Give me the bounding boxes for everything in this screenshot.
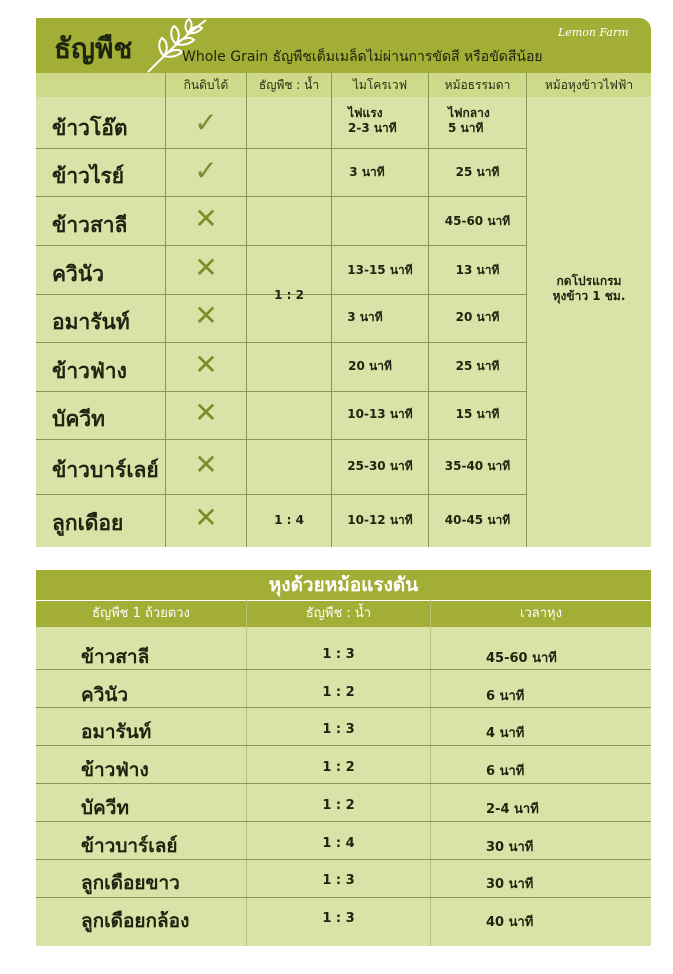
cross-icon: ✕ <box>194 251 218 284</box>
table-row <box>36 392 651 439</box>
grain-name: ข้าวบาร์เลย์ <box>81 835 178 857</box>
ratio-cell: 1 : 4 <box>322 836 355 851</box>
check-icon: ✓ <box>194 154 218 187</box>
microwave-time: 25-30 นาที <box>347 459 413 473</box>
table-row <box>36 495 651 547</box>
grain-name: ข้าวสาลี <box>81 646 150 668</box>
pot-time: 25 นาที <box>455 359 500 373</box>
grain-name: ข้าวโอ๊ต <box>52 116 128 140</box>
cook-time: 6 นาที <box>486 764 525 779</box>
pressure-cooker-table <box>36 570 651 946</box>
microwave-time: 3 นาที <box>347 310 383 324</box>
pot-time: ไฟกลาง 5 นาที <box>448 106 490 135</box>
cross-icon: ✕ <box>194 448 218 481</box>
section-title: หุงด้วยหม้อแรงดัน <box>36 570 651 600</box>
grain-name: บัควีท <box>52 407 106 431</box>
cross-icon: ✕ <box>194 299 218 332</box>
cross-icon: ✕ <box>194 202 218 235</box>
table-column-headers <box>36 73 651 97</box>
table-row <box>36 343 651 391</box>
table-row <box>36 149 651 196</box>
cook-time: 40 นาที <box>486 915 534 930</box>
grid-line <box>430 600 431 946</box>
grain-name: อมารันท์ <box>52 310 130 334</box>
table-header-band <box>36 18 651 73</box>
brand-logo: Lemon Farm <box>558 26 629 39</box>
col-header-microwave: ไมโครเวฟ <box>352 78 408 92</box>
cross-icon: ✕ <box>194 501 218 534</box>
cook-time: 6 นาที <box>486 689 525 704</box>
pot-time: 20 นาที <box>455 310 500 324</box>
table-row <box>36 440 651 494</box>
grain-name: ข้าวสาลี <box>52 213 128 237</box>
ratio-cell: 1 : 2 <box>322 685 355 700</box>
microwave-time: 10-13 นาที <box>347 407 413 421</box>
rice-cooker-note: กดโปรแกรม หุงข้าว 1 ชม. <box>552 274 626 303</box>
col-header-grain: ธัญพืช 1 ถ้วยตวง <box>92 606 190 621</box>
microwave-time: 10-12 นาที <box>347 513 413 527</box>
col-header-time: เวลาหุง <box>520 606 562 621</box>
pot-time: 40-45 นาที <box>444 513 511 527</box>
pot-time: 45-60 นาที <box>444 214 511 228</box>
ratio-cell: 1 : 3 <box>322 647 355 662</box>
cook-time: 30 นาที <box>486 840 534 855</box>
cross-icon: ✕ <box>194 396 218 429</box>
page-title: ธัญพืช <box>54 32 133 65</box>
ratio-cell: 1 : 3 <box>322 911 355 926</box>
pot-time: 13 นาที <box>455 263 500 277</box>
ratio-cell: 1 : 2 <box>322 760 355 775</box>
col-header-pot: หม้อธรรมดา <box>444 78 511 92</box>
ratio-cell: 1 : 3 <box>322 722 355 737</box>
grain-name: อมารันท์ <box>81 721 152 743</box>
grain-name: ข้าวบาร์เลย์ <box>52 458 159 482</box>
grain-name: ข้าวฟ่าง <box>81 759 149 781</box>
col-header-ratio: ธัญพืช : น้ำ <box>258 78 320 92</box>
pot-time: 35-40 นาที <box>444 459 511 473</box>
grain-cooking-table <box>36 18 651 547</box>
cook-time: 30 นาที <box>486 877 534 892</box>
table-row <box>36 98 651 148</box>
microwave-time: 3 นาที <box>349 165 385 179</box>
grid-line <box>36 707 651 708</box>
grain-name: ควินัว <box>52 262 104 286</box>
page-subtitle: Whole Grain ธัญพืชเต็มเมล็ดไม่ผ่านการขัดสี หรือขัดสีน้อย <box>182 49 543 65</box>
grain-name: ข้าวฟ่าง <box>52 359 127 383</box>
ratio-cell-merged: 1 : 2 <box>274 288 304 302</box>
grain-name: ควินัว <box>81 684 129 706</box>
grain-name: ลูกเดือยกล้อง <box>81 910 190 932</box>
microwave-time: 13-15 นาที <box>347 263 413 277</box>
col-header-raw: กินดิบได้ <box>183 78 229 92</box>
pot-time: 15 นาที <box>455 407 500 421</box>
grain-name: ลูกเดือย <box>52 511 124 535</box>
grain-name: ข้าวไรย์ <box>52 164 125 188</box>
ratio-cell: 1 : 3 <box>322 873 355 888</box>
table-column-headers <box>36 600 651 627</box>
col-header-ratio: ธัญพืช : น้ำ <box>305 606 372 621</box>
pot-time: 25 นาที <box>455 165 500 179</box>
cook-time: 45-60 นาที <box>486 651 557 666</box>
grain-name: บัควีท <box>81 797 129 819</box>
cook-time: 2-4 นาที <box>486 802 539 817</box>
ratio-cell: 1 : 4 <box>274 513 304 527</box>
check-icon: ✓ <box>194 106 218 139</box>
table-row <box>36 197 651 245</box>
ratio-cell: 1 : 2 <box>322 798 355 813</box>
cook-time: 4 นาที <box>486 726 525 741</box>
microwave-time: ไฟแรง 2-3 นาที <box>348 106 397 135</box>
cross-icon: ✕ <box>194 348 218 381</box>
grain-name: ลูกเดือยขาว <box>81 872 180 894</box>
microwave-time: 20 นาที <box>348 359 392 373</box>
col-header-rice-cooker: หม้อหุงข้าวไฟฟ้า <box>544 78 634 92</box>
